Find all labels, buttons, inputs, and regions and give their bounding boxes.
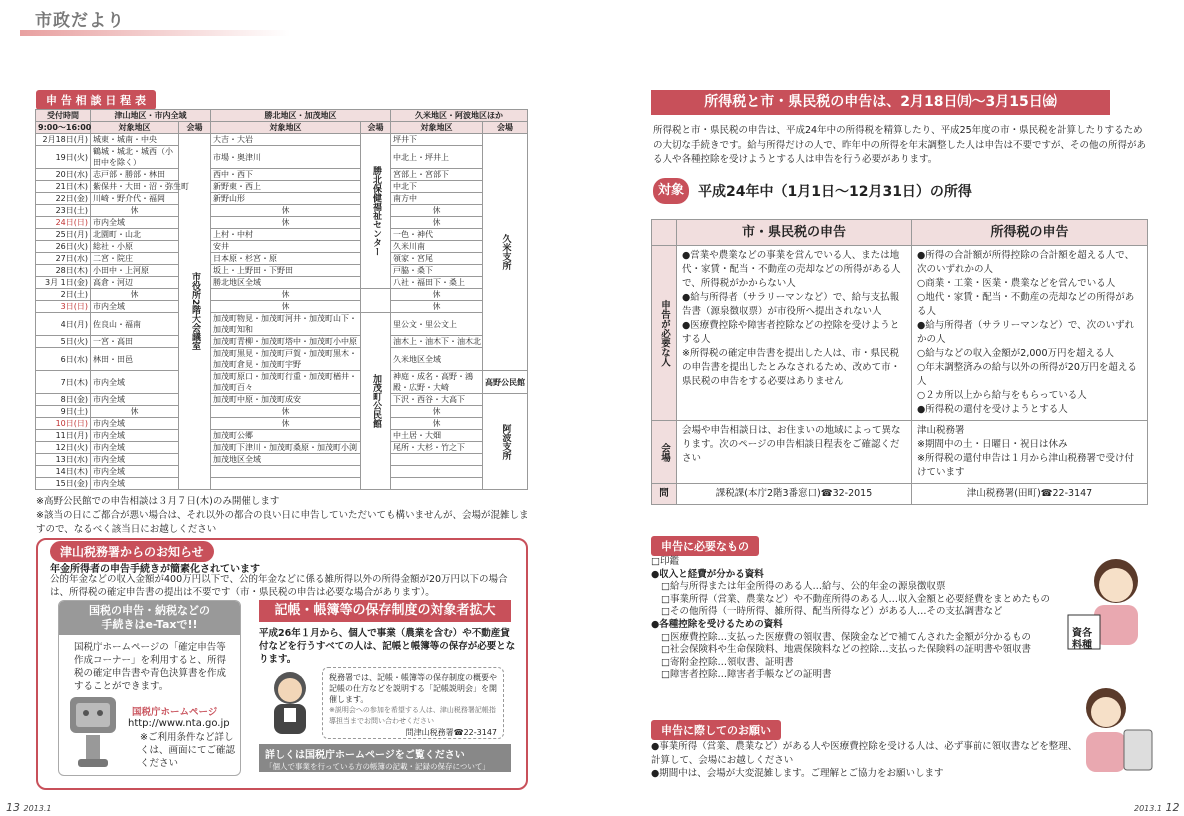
row-area-b: 休 bbox=[211, 301, 361, 313]
venue2-b: ※期間中の土・日曜日・祝日は休み bbox=[917, 439, 1068, 450]
row-date: 22日(金) bbox=[36, 193, 91, 205]
need-item: ○年末調整済みの給与以外の所得が20万円を超える人 bbox=[917, 362, 1137, 387]
contact-incometax: 津山税務署(田町)☎22-3147 bbox=[912, 484, 1148, 505]
row-area-c: 休 bbox=[391, 205, 483, 217]
row-area-c: 一色・神代 bbox=[391, 229, 483, 241]
warn-list bbox=[651, 740, 1081, 781]
row-date: 11日(月) bbox=[36, 430, 91, 442]
row-area-b: 坂上・上野田・下野田 bbox=[211, 265, 361, 277]
need-doc-item: □印鑑 bbox=[651, 556, 679, 567]
kicho-foot bbox=[259, 744, 511, 772]
schedule-row bbox=[36, 134, 528, 146]
row-date: 9日(土) bbox=[36, 406, 91, 418]
row-area-c: 中北上・坪井上 bbox=[391, 146, 483, 169]
row-area-c: 休 bbox=[391, 406, 483, 418]
row-area-c: 坪井下 bbox=[391, 134, 483, 146]
row-area-b: 休 bbox=[211, 205, 361, 217]
need-doc-item: □事業所得（営業、農業など）や不動産所得のある人…収入金額と必要経費をまとめたもの bbox=[661, 593, 1050, 605]
row-date: 25日(月) bbox=[36, 229, 91, 241]
row-area-a: 市内全域 bbox=[91, 430, 179, 442]
row-area-c: 南方中 bbox=[391, 193, 483, 205]
etax-head-line1: 国税の申告・納税などの bbox=[89, 604, 210, 617]
group-a-head: 津山地区・市内全域 bbox=[91, 110, 211, 122]
page-title: 市政だより bbox=[35, 11, 125, 31]
need-incometax bbox=[912, 246, 1148, 421]
kicho-seminar-box bbox=[322, 667, 504, 739]
kicho-foot-sub: 「個人で事業を行っている方の帳簿の記載・記録の保存について」 bbox=[265, 762, 490, 771]
row-area-a: 二宮・院庄 bbox=[91, 253, 179, 265]
row-area-a: 市内全域 bbox=[91, 394, 179, 406]
row-area-c: 久米川南 bbox=[391, 241, 483, 253]
schedule-row bbox=[36, 418, 528, 430]
row-area-a: 休 bbox=[91, 289, 179, 301]
row-date: 15日(金) bbox=[36, 478, 91, 490]
row-area-c: 八社・福田下・桑上 bbox=[391, 277, 483, 289]
row-date: 23日(土) bbox=[36, 205, 91, 217]
note-1: ※高野公民館での申告相談は３月７日(木)のみ開催します bbox=[36, 496, 280, 507]
schedule-row bbox=[36, 336, 528, 348]
row-area-a: 城東・城南・中央 bbox=[91, 134, 179, 146]
row-area-b: 加茂町中原・加茂町成安 bbox=[211, 394, 361, 406]
row-area-b: 新野東・西上 bbox=[211, 181, 361, 193]
need-citytax bbox=[677, 246, 912, 421]
row-area-c: 中土居・大畑 bbox=[391, 430, 483, 442]
col-venue-b: 会場 bbox=[361, 122, 391, 134]
row-area-b bbox=[211, 466, 361, 478]
need-item: ○地代・家賃・配当・不動産の売却などの所得がある人 bbox=[917, 292, 1135, 317]
row-area-b: 安井 bbox=[211, 241, 361, 253]
schedule-row bbox=[36, 454, 528, 466]
etax-head bbox=[59, 601, 240, 635]
schedule-row bbox=[36, 229, 528, 241]
need-doc-item: □医療費控除…支払った医療費の領収書、保険金などで補てんされた金額が分かるもの bbox=[661, 631, 1031, 643]
page-right: 2013.1 12 bbox=[1134, 801, 1180, 814]
pension-text: 公的年金などの収入金額が400万円以下で、公的年金などに係る雑所得以外の所得金額が20万円以下の場合は、所得税の確定申告書の提出は不要です（市・県民税の申告は必要な場合があります）。 bbox=[50, 574, 508, 598]
row-date: 28日(木) bbox=[36, 265, 91, 277]
taisho-text: 平成24年中（1月1日〜12月31日）の所得 bbox=[698, 184, 972, 200]
schedule-notes bbox=[36, 495, 536, 537]
venue-a: 市役所2階大会議室 bbox=[179, 134, 211, 490]
need-doc-item: ●各種控除を受けるための資料 bbox=[651, 618, 783, 630]
row-area-c: 油木上・油木下・油木北 bbox=[391, 336, 483, 348]
need-item: ○２カ所以上から給与をもらっている人 bbox=[917, 390, 1087, 401]
need-doc-item: □その他所得（一時所得、雑所得、配当所得など）がある人…その支払調書など bbox=[661, 606, 1003, 618]
schedule-row bbox=[36, 289, 528, 301]
row-area-c bbox=[391, 454, 483, 466]
row-area-c: 休 bbox=[391, 301, 483, 313]
need-item: ○給与などの収入金額が2,000万円を超える人 bbox=[917, 348, 1114, 359]
kicho-head: 記帳・帳簿等の保存制度の対象者拡大 bbox=[259, 600, 511, 622]
row-date: 4日(月) bbox=[36, 313, 91, 336]
kicho-tel: 問津山税務署☎22-3147 bbox=[405, 728, 497, 737]
schedule-row bbox=[36, 430, 528, 442]
need-doc-item: □社会保険料や生命保険料、地震保険料などの控除…支払った保険料の証明書や領収書 bbox=[661, 644, 1031, 656]
col-venue-a: 会場 bbox=[179, 122, 211, 134]
row-area-a: 市内全域 bbox=[91, 217, 179, 229]
col-venue-c: 会場 bbox=[483, 122, 528, 134]
row-need-head: 申告が必要な人 bbox=[652, 246, 677, 421]
contact-citytax: 課税課(本庁2階3番窓口)☎32-2015 bbox=[677, 484, 912, 505]
row-area-b: 加茂町黒見・加茂町戸賀・加茂町黒木・加茂町倉見・加茂町宇野 bbox=[211, 348, 361, 371]
schedule-table bbox=[35, 109, 528, 490]
row-area-b: 加茂町物見・加茂町河井・加茂町山下・加茂町知和 bbox=[211, 313, 361, 336]
row-date: 14日(木) bbox=[36, 466, 91, 478]
row-area-c: 里公文・里公文上 bbox=[391, 313, 483, 336]
row-area-a: 市内全域 bbox=[91, 371, 179, 394]
row-date: 2月18日(月) bbox=[36, 134, 91, 146]
row-area-a: 志戸部・勝部・林田 bbox=[91, 169, 179, 181]
row-area-a: 北園町・山北 bbox=[91, 229, 179, 241]
row-area-c: 神庭・成名・高野・鴻殿・広野・大崎 bbox=[391, 371, 483, 394]
row-date: 21日(木) bbox=[36, 181, 91, 193]
schedule-row bbox=[36, 193, 528, 205]
warn-item-1: ●事業所得（営業、農業など）がある人や医療費控除を受ける人は、必ず事前に領収書などを整理、計算して、会場にお越しください bbox=[651, 741, 1078, 766]
right-intro: 所得税と市・県民税の申告は、平成24年中の所得税を精算したり、平成25年度の市・県民税を計算したりするための大切な手続きです。給与所得だけの人で、昨年中の所得を年末調整した人は申告は不要ですが、その他の所得がある人や各種控除を受けようとする人は申告を行う必要があります。 bbox=[653, 125, 1147, 165]
row-area-b: 市場・奥津川 bbox=[211, 146, 361, 169]
corner-cell bbox=[652, 220, 677, 246]
row-area-a: 休 bbox=[91, 406, 179, 418]
row-area-c: 戸脇・桑下 bbox=[391, 265, 483, 277]
venue-b2: 加茂町公民館 bbox=[361, 313, 391, 490]
row-date: 19日(火) bbox=[36, 146, 91, 169]
row-date: 12日(火) bbox=[36, 442, 91, 454]
row-area-c: 休 bbox=[391, 217, 483, 229]
row-date: 13日(水) bbox=[36, 454, 91, 466]
need-item: ●給与所得者（サラリーマンなど）で、次のいずれかの人 bbox=[917, 320, 1135, 345]
row-area-c: 休 bbox=[391, 289, 483, 301]
taisho-badge: 対象 bbox=[653, 178, 689, 204]
need-list bbox=[651, 556, 1111, 682]
schedule-row bbox=[36, 478, 528, 490]
row-area-a: 林田・田邑 bbox=[91, 348, 179, 371]
venue2-c: ※所得税の還付申告は１月から津山税務署で受け付けています bbox=[917, 453, 1134, 478]
venue-c3: 阿波支所 bbox=[483, 394, 528, 490]
row-area-b: 加茂地区全域 bbox=[211, 454, 361, 466]
row-date: 2日(土) bbox=[36, 289, 91, 301]
need-item: ●所得税の還付を受けようとする人 bbox=[917, 404, 1068, 415]
row-area-c: 下沢・西谷・大高下 bbox=[391, 394, 483, 406]
row-area-b: 大吉・大岩 bbox=[211, 134, 361, 146]
need-item: ※所得税の確定申告書を提出した人は、市・県民税の申告書を提出したとみなされるため、改めて市・県民税の申告をする必要はありません bbox=[682, 348, 901, 387]
venue-c2: 高野公民館 bbox=[483, 371, 528, 394]
row-area-b: 上村・中村 bbox=[211, 229, 361, 241]
row-date: 6日(水) bbox=[36, 348, 91, 371]
col-citytax: 市・県民税の申告 bbox=[677, 220, 912, 246]
kicho-foot-text: 詳しくは国税庁ホームページをご覧ください bbox=[265, 750, 465, 761]
row-area-a: 一宮・高田 bbox=[91, 336, 179, 348]
note-2: ※該当の日にご都合が悪い場合は、それ以外の都合の良い日に申告していただいても構いませんが、会場が混雑しますので、なるべく該当日にお越しください bbox=[36, 510, 529, 535]
schedule-row bbox=[36, 313, 528, 336]
row-area-a: 休 bbox=[91, 205, 179, 217]
col-area-b: 対象地区 bbox=[211, 122, 361, 134]
row-area-b: 勝北地区全域 bbox=[211, 277, 361, 289]
need-doc-item: □寄附金控除…領収書、証明書 bbox=[661, 656, 794, 668]
need-label: 申告に必要なもの bbox=[651, 536, 759, 556]
kicho-text: 平成26年１月から、個人で事業（農業を含む）や不動産貸付などを行うすべての人は、記帳と帳簿等の保存が必要となります。 bbox=[259, 628, 516, 665]
schedule-row bbox=[36, 394, 528, 406]
venue2-a: 津山税務署 bbox=[917, 425, 965, 436]
row-area-b: 休 bbox=[211, 406, 361, 418]
row-date: 10日(日) bbox=[36, 418, 91, 430]
schedule-row bbox=[36, 406, 528, 418]
schedule-row bbox=[36, 146, 528, 169]
row-area-c: 領家・宮尾 bbox=[391, 253, 483, 265]
col-area-c: 対象地区 bbox=[391, 122, 483, 134]
row-area-a: 総社・小原 bbox=[91, 241, 179, 253]
row-area-a: 小田中・上河原 bbox=[91, 265, 179, 277]
row-area-b: 加茂町原口・加茂町行重・加茂町楢井・加茂町百々 bbox=[211, 371, 361, 394]
row-area-c: 中北下 bbox=[391, 181, 483, 193]
group-c-head: 久米地区・阿波地区ほか bbox=[391, 110, 528, 122]
need-item: ●医療費控除や障害者控除などの控除を受けようとする人 bbox=[682, 320, 900, 345]
row-area-b: 加茂町下津川・加茂町桑原・加茂町小渕 bbox=[211, 442, 361, 454]
row-area-a: 市内全域 bbox=[91, 418, 179, 430]
schedule-row bbox=[36, 169, 528, 181]
row-date: 3月 1日(金) bbox=[36, 277, 91, 289]
row-date: 7日(木) bbox=[36, 371, 91, 394]
schedule-row bbox=[36, 181, 528, 193]
kicho-box-text: 税務署では、記帳・帳簿等の保存制度の概要や記帳の仕方などを説明する「記帳説明会」を開催します。 bbox=[329, 673, 497, 704]
venue-c1: 久米支所 bbox=[483, 134, 528, 371]
need-item: ●給与所得者（サラリーマンなど）で、給与支払報告書（源泉徴収票）が市役所へ提出されない人 bbox=[682, 292, 900, 317]
row-area-a: 高倉・河辺 bbox=[91, 277, 179, 289]
need-doc-item: □障害者控除…障害者手帳などの証明書 bbox=[661, 669, 832, 681]
row-date: 5日(火) bbox=[36, 336, 91, 348]
col-area-a: 対象地区 bbox=[91, 122, 179, 134]
pension-head: 年金所得者の申告手続きが簡素化されています bbox=[50, 564, 260, 575]
etax-text: 国税庁ホームページの「確定申告等作成コーナー」を利用すると、所得税の確定申告書や青色決算書を作成することができます。 bbox=[74, 642, 227, 692]
schedule-row bbox=[36, 348, 528, 371]
doc-sign: 資各料種 bbox=[1072, 628, 1092, 651]
row-area-a: 市内全域 bbox=[91, 454, 179, 466]
row-area-a: 川崎・野介代・福岡 bbox=[91, 193, 179, 205]
row-area-b: 日本原・杉宮・原 bbox=[211, 253, 361, 265]
schedule-row bbox=[36, 253, 528, 265]
row-area-c: 尾所・大杉・竹之下 bbox=[391, 442, 483, 454]
schedule-row bbox=[36, 205, 528, 217]
etax-head-line2: 手続きはe-Taxで!! bbox=[101, 618, 198, 631]
row-area-c: 休 bbox=[391, 418, 483, 430]
page-left: 13 2013.1 bbox=[6, 801, 52, 814]
need-doc-item: □給与所得または年金所得のある人…給与、公的年金の源泉徴収票 bbox=[661, 581, 946, 593]
row-area-a: 佐良山・福南 bbox=[91, 313, 179, 336]
group-b-head: 勝北地区・加茂地区 bbox=[211, 110, 391, 122]
row-area-b: 休 bbox=[211, 217, 361, 229]
row-date: 24日(日) bbox=[36, 217, 91, 229]
row-date: 26日(火) bbox=[36, 241, 91, 253]
row-area-a: 紫保井・大田・沼・弥生町 bbox=[91, 181, 179, 193]
row-date: 8日(金) bbox=[36, 394, 91, 406]
schedule-row bbox=[36, 217, 528, 229]
right-title: 所得税と市・県民税の申告は、2月18日㈪〜3月15日㈮ bbox=[651, 90, 1110, 115]
etax-note: ※ご利用条件など詳しくは、画面にてご確認ください bbox=[140, 732, 236, 769]
schedule-row bbox=[36, 371, 528, 394]
row-area-c: 久米地区全域 bbox=[391, 348, 483, 371]
kicho-box-note: ※説明会への参加を希望する人は、津山税務署記帳指導担当までお問い合わせください bbox=[329, 706, 496, 725]
row-venue-head: 会場 bbox=[652, 421, 677, 484]
row-area-b: 西中・西下 bbox=[211, 169, 361, 181]
schedule-body bbox=[36, 134, 528, 490]
col-time-head2: 9:00〜16:00 bbox=[36, 122, 91, 134]
row-contact-head: 問 bbox=[652, 484, 677, 505]
schedule-label: 申 告 相 談 日 程 表 bbox=[36, 90, 156, 110]
need-item: ●営業や農業などの事業を営んでいる人、または地代・家賃・配当・不動産の売却などの所得がある人で、所得税がかからない人 bbox=[682, 250, 901, 289]
tax-mascot-icon bbox=[262, 668, 318, 740]
row-area-a: 市内全域 bbox=[91, 301, 179, 313]
venue-citytax: 会場や申告相談日は、お住まいの地域によって異なります。次のページの申告相談日程表をご確認ください bbox=[677, 421, 912, 484]
row-area-a: 市内全域 bbox=[91, 478, 179, 490]
row-area-b: 加茂町公郷 bbox=[211, 430, 361, 442]
row-area-c bbox=[391, 478, 483, 490]
row-area-a: 鶴城・城北・城西（小田中を除く） bbox=[91, 146, 179, 169]
row-area-c bbox=[391, 466, 483, 478]
warn-item-2: ●期間中は、会場が大変混雑します。ご理解とご協力をお願いします bbox=[651, 768, 944, 779]
schedule-row bbox=[36, 241, 528, 253]
row-area-b bbox=[211, 478, 361, 490]
header bbox=[0, 0, 300, 42]
row-area-b: 加茂町青柳・加茂町塔中・加茂町小中原 bbox=[211, 336, 361, 348]
col-incometax: 所得税の申告 bbox=[912, 220, 1148, 246]
compare-table bbox=[651, 219, 1148, 505]
row-date: 3日(日) bbox=[36, 301, 91, 313]
row-date: 20日(水) bbox=[36, 169, 91, 181]
need-item: ○商業・工業・医業・農業などを営んでいる人 bbox=[917, 278, 1116, 289]
tax-office-title: 津山税務署からのお知らせ bbox=[50, 541, 214, 562]
row-area-b: 新野山形 bbox=[211, 193, 361, 205]
etax-link-label: 国税庁ホームページ bbox=[132, 707, 218, 718]
need-doc-item: ●収入と経費が分かる資料 bbox=[651, 568, 764, 580]
schedule-row bbox=[36, 265, 528, 277]
row-area-b: 休 bbox=[211, 289, 361, 301]
venue-b-gap bbox=[361, 289, 391, 313]
row-area-b: 休 bbox=[211, 418, 361, 430]
need-item: ●所得の合計額が所得控除の合計額を超える人で、次のいずれかの人 bbox=[917, 250, 1135, 275]
schedule-row bbox=[36, 442, 528, 454]
venue-incometax bbox=[912, 421, 1148, 484]
row-area-c: 宮部上・宮部下 bbox=[391, 169, 483, 181]
schedule-row bbox=[36, 466, 528, 478]
row-area-a: 市内全域 bbox=[91, 466, 179, 478]
col-time-head: 受付時間 bbox=[36, 110, 91, 122]
row-date: 27日(水) bbox=[36, 253, 91, 265]
schedule-row bbox=[36, 301, 528, 313]
row-area-a: 市内全域 bbox=[91, 442, 179, 454]
etax-url[interactable]: http://www.nta.go.jp bbox=[128, 718, 230, 729]
computer-mascot-icon bbox=[64, 693, 124, 773]
schedule-row bbox=[36, 277, 528, 289]
venue-b1: 勝北保健福祉センター bbox=[361, 134, 391, 289]
warn-label: 申告に際してのお願い bbox=[651, 720, 781, 740]
